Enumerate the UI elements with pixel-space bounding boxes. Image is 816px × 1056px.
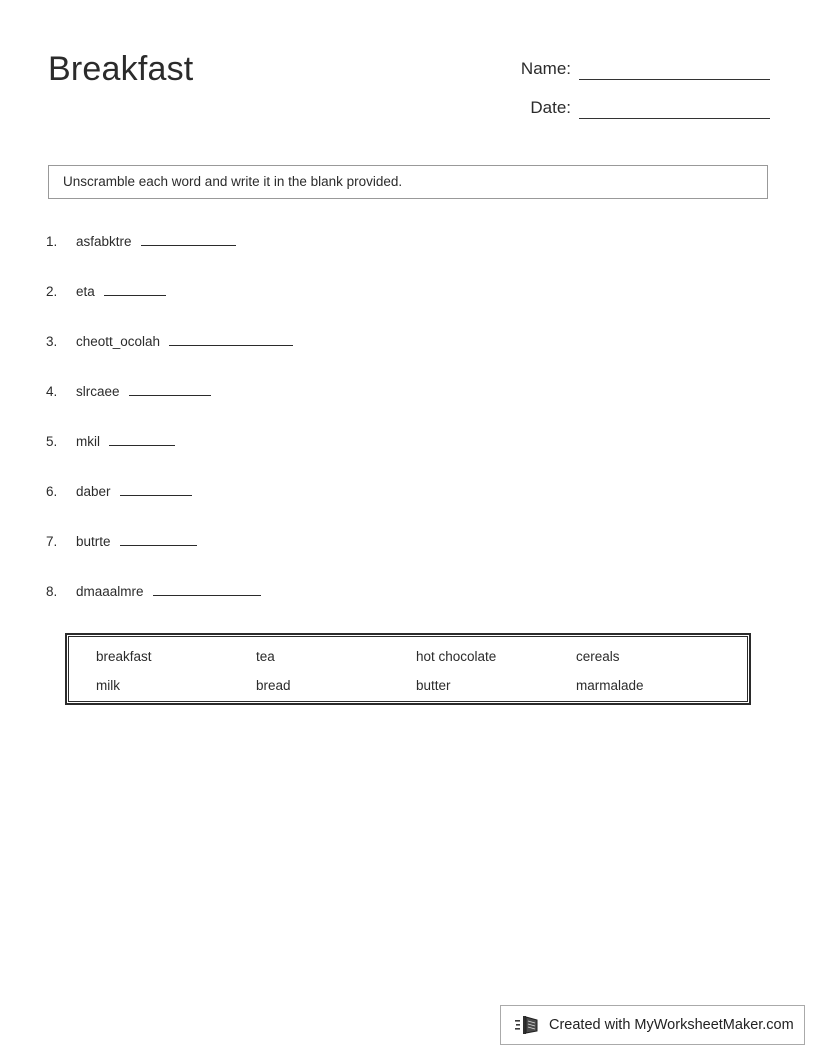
date-field-row: [500, 87, 770, 119]
question-row: [46, 380, 746, 430]
question-number: 3.: [46, 334, 58, 349]
answer-blank[interactable]: [120, 530, 197, 546]
question-number: 7.: [46, 534, 58, 549]
word-bank-word: milk: [96, 678, 120, 693]
scrambled-word: daber: [76, 484, 111, 499]
question-row: [46, 230, 746, 280]
page-title: Breakfast: [48, 50, 194, 88]
question-row: [46, 580, 746, 630]
answer-blank[interactable]: [153, 580, 261, 596]
question-list: [46, 230, 746, 630]
word-bank-row: [96, 647, 747, 676]
word-bank-row: [96, 676, 747, 705]
answer-blank[interactable]: [109, 430, 175, 446]
question-row: [46, 530, 746, 580]
date-input-line[interactable]: [579, 96, 770, 119]
word-bank-word: tea: [256, 649, 275, 664]
word-bank-word: butter: [416, 678, 451, 693]
scrambled-word: eta: [76, 284, 95, 299]
question-number: 4.: [46, 384, 58, 399]
word-bank-word: hot chocolate: [416, 649, 497, 664]
instruction-text: Unscramble each word and write it in the blank provided.: [63, 174, 403, 189]
word-bank-word: bread: [256, 678, 291, 693]
question-row: [46, 480, 746, 530]
answer-blank[interactable]: [169, 330, 293, 346]
answer-blank[interactable]: [104, 280, 166, 296]
question-row: [46, 330, 746, 380]
question-number: 5.: [46, 434, 58, 449]
answer-blank[interactable]: [129, 380, 211, 396]
word-bank-word: marmalade: [576, 678, 644, 693]
name-label: Name:: [520, 59, 571, 78]
footer-text: Created with MyWorksheetMaker.com: [549, 1017, 794, 1033]
name-field-row: [500, 48, 770, 80]
question-number: 8.: [46, 584, 58, 599]
answer-blank[interactable]: [141, 230, 236, 246]
question-number: 6.: [46, 484, 58, 499]
word-bank-word: breakfast: [96, 649, 152, 664]
word-bank-word: cereals: [576, 649, 620, 664]
scrambled-word: mkil: [76, 434, 100, 449]
scrambled-word: butrte: [76, 534, 111, 549]
name-input-line[interactable]: [579, 57, 770, 80]
answer-blank[interactable]: [120, 480, 192, 496]
scrambled-word: asfabktre: [76, 234, 132, 249]
scrambled-word: dmaaalmre: [76, 584, 144, 599]
scrambled-word: slrcaee: [76, 384, 120, 399]
question-row: [46, 430, 746, 480]
scrambled-word: cheott_ocolah: [76, 334, 161, 349]
question-number: 2.: [46, 284, 58, 299]
name-date-block: [500, 48, 770, 126]
instruction-box: [48, 165, 768, 199]
word-bank-inner: [68, 636, 748, 702]
worksheet-pages-icon: [515, 1013, 541, 1037]
question-row: [46, 280, 746, 330]
word-bank: [65, 633, 751, 705]
date-label: Date:: [530, 98, 571, 117]
question-number: 1.: [46, 234, 58, 249]
footer-badge[interactable]: [500, 1005, 805, 1045]
